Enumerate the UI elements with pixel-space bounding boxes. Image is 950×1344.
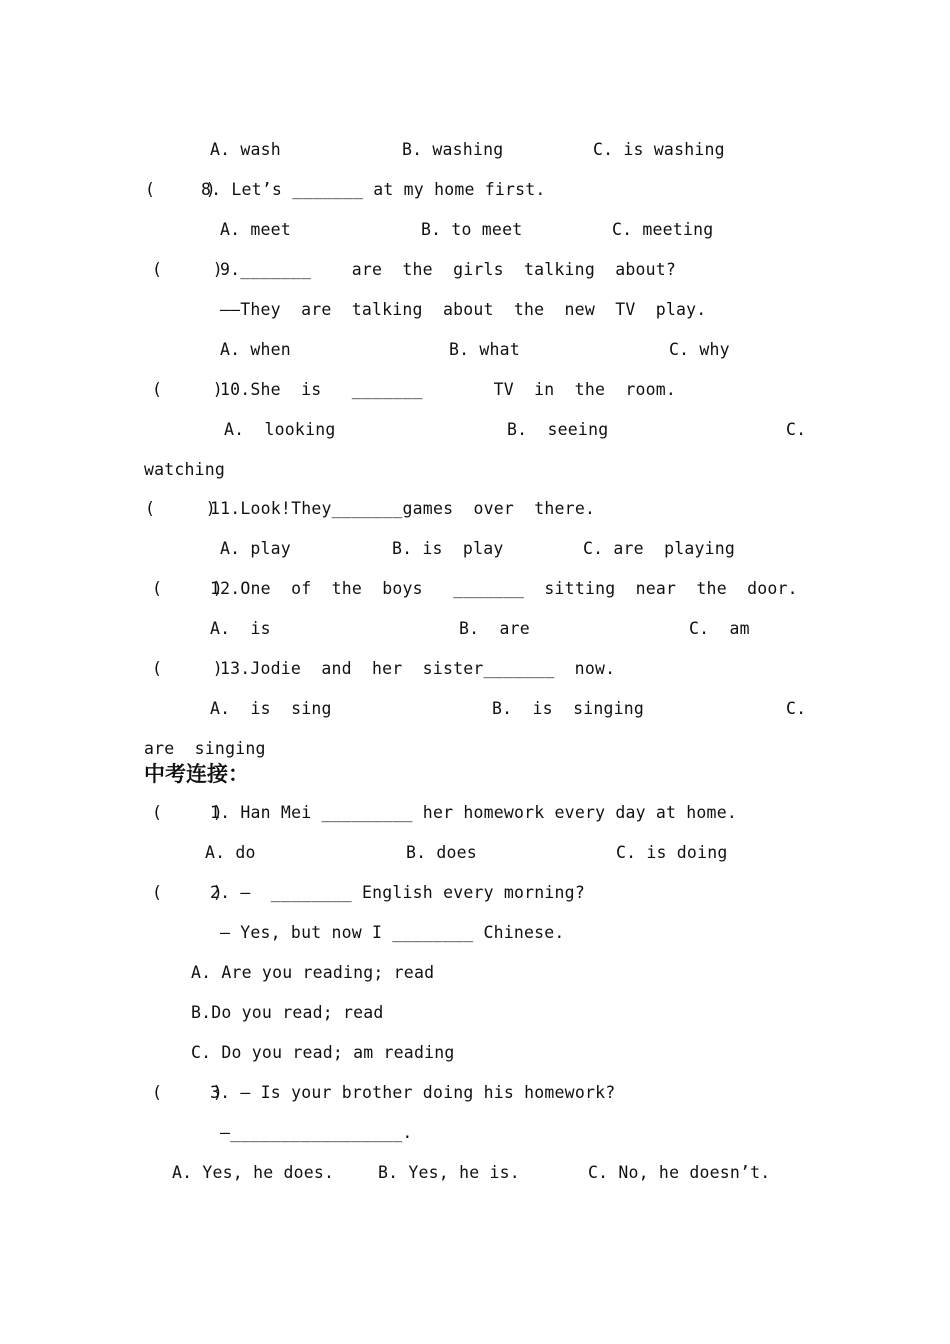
q8-answer-paren: ( ) — [145, 180, 216, 199]
q8-stem: 8. Let’s _______ at my home first. — [201, 180, 546, 199]
q10-option-b: B. seeing — [507, 420, 609, 439]
q8-option-c: C. meeting — [612, 220, 714, 239]
q9-answer-line: ——They are talking about the new TV play. — [220, 300, 707, 319]
q13-stem: 13.Jodie and her sister_______ now. — [220, 659, 616, 678]
q8-option-a: A. meet — [220, 220, 291, 239]
exam-q3-option-a: A. Yes, he does. — [172, 1163, 335, 1182]
exam-q1-option-c: C. is doing — [616, 843, 728, 862]
q9-stem: 9._______ are the girls talking about? — [220, 260, 677, 279]
exam-q1-option-a: A. do — [205, 843, 256, 862]
exam-q3-answer-paren: ( ) — [152, 1083, 223, 1102]
q13-answer-paren: ( ) — [152, 659, 223, 678]
section-heading: 中考连接： — [144, 762, 249, 786]
q7-option-c: C. is washing — [593, 140, 725, 159]
q10-option-c-continued: watching — [144, 460, 226, 479]
q13-option-a: A. is sing — [210, 699, 332, 718]
exam-q1-stem: 1. Han Mei _________ her homework every day at home. — [210, 803, 737, 822]
q8-option-b: B. to meet — [421, 220, 523, 239]
q12-answer-paren: ( ) — [152, 579, 223, 598]
exam-q3-option-c: C. No, he doesn’t. — [588, 1163, 771, 1182]
exam-q2-answer-paren: ( ) — [152, 883, 223, 902]
q10-option-c: C. — [786, 420, 807, 439]
q13-option-b: B. is singing — [492, 699, 645, 718]
q10-option-a: A. looking — [224, 420, 336, 439]
q12-option-a: A. is — [210, 619, 271, 638]
q7-option-b: B. washing — [402, 140, 504, 159]
q11-option-a: A. play — [220, 539, 291, 558]
q11-stem: 11.Look!They_______games over there. — [210, 499, 596, 518]
q12-stem: 12.One of the boys _______ sitting near the door. — [210, 579, 798, 598]
exam-q2-option-a: A. Are you reading; read — [191, 963, 435, 982]
q11-option-c: C. are playing — [583, 539, 736, 558]
q12-option-b: B. are — [459, 619, 530, 638]
exam-q1-answer-paren: ( ) — [152, 803, 223, 822]
q13-option-c-continued: are singing — [144, 739, 266, 758]
exam-q3-answer-line: —_________________. — [220, 1123, 413, 1142]
q9-option-c: C. why — [669, 340, 730, 359]
q13-option-c: C. — [786, 699, 807, 718]
q9-answer-paren: ( ) — [152, 260, 223, 279]
exam-q3-option-b: B. Yes, he is. — [378, 1163, 520, 1182]
q9-option-b: B. what — [449, 340, 520, 359]
q12-option-c: C. am — [689, 619, 750, 638]
q7-option-a: A. wash — [210, 140, 281, 159]
exam-q2-stem: 2. — ________ English every morning? — [210, 883, 585, 902]
exam-q2-option-b: B.Do you read; read — [191, 1003, 384, 1022]
exam-q2-option-c: C. Do you read; am reading — [191, 1043, 455, 1062]
exam-q2-answer-line: — Yes, but now I ________ Chinese. — [220, 923, 565, 942]
q9-option-a: A. when — [220, 340, 291, 359]
exam-q1-option-b: B. does — [406, 843, 477, 862]
q11-answer-paren: ( ) — [145, 499, 216, 518]
exam-q3-stem: 3. — Is your brother doing his homework? — [210, 1083, 616, 1102]
q10-stem: 10.She is _______ TV in the room. — [220, 380, 677, 399]
q10-answer-paren: ( ) — [152, 380, 223, 399]
q11-option-b: B. is play — [392, 539, 504, 558]
